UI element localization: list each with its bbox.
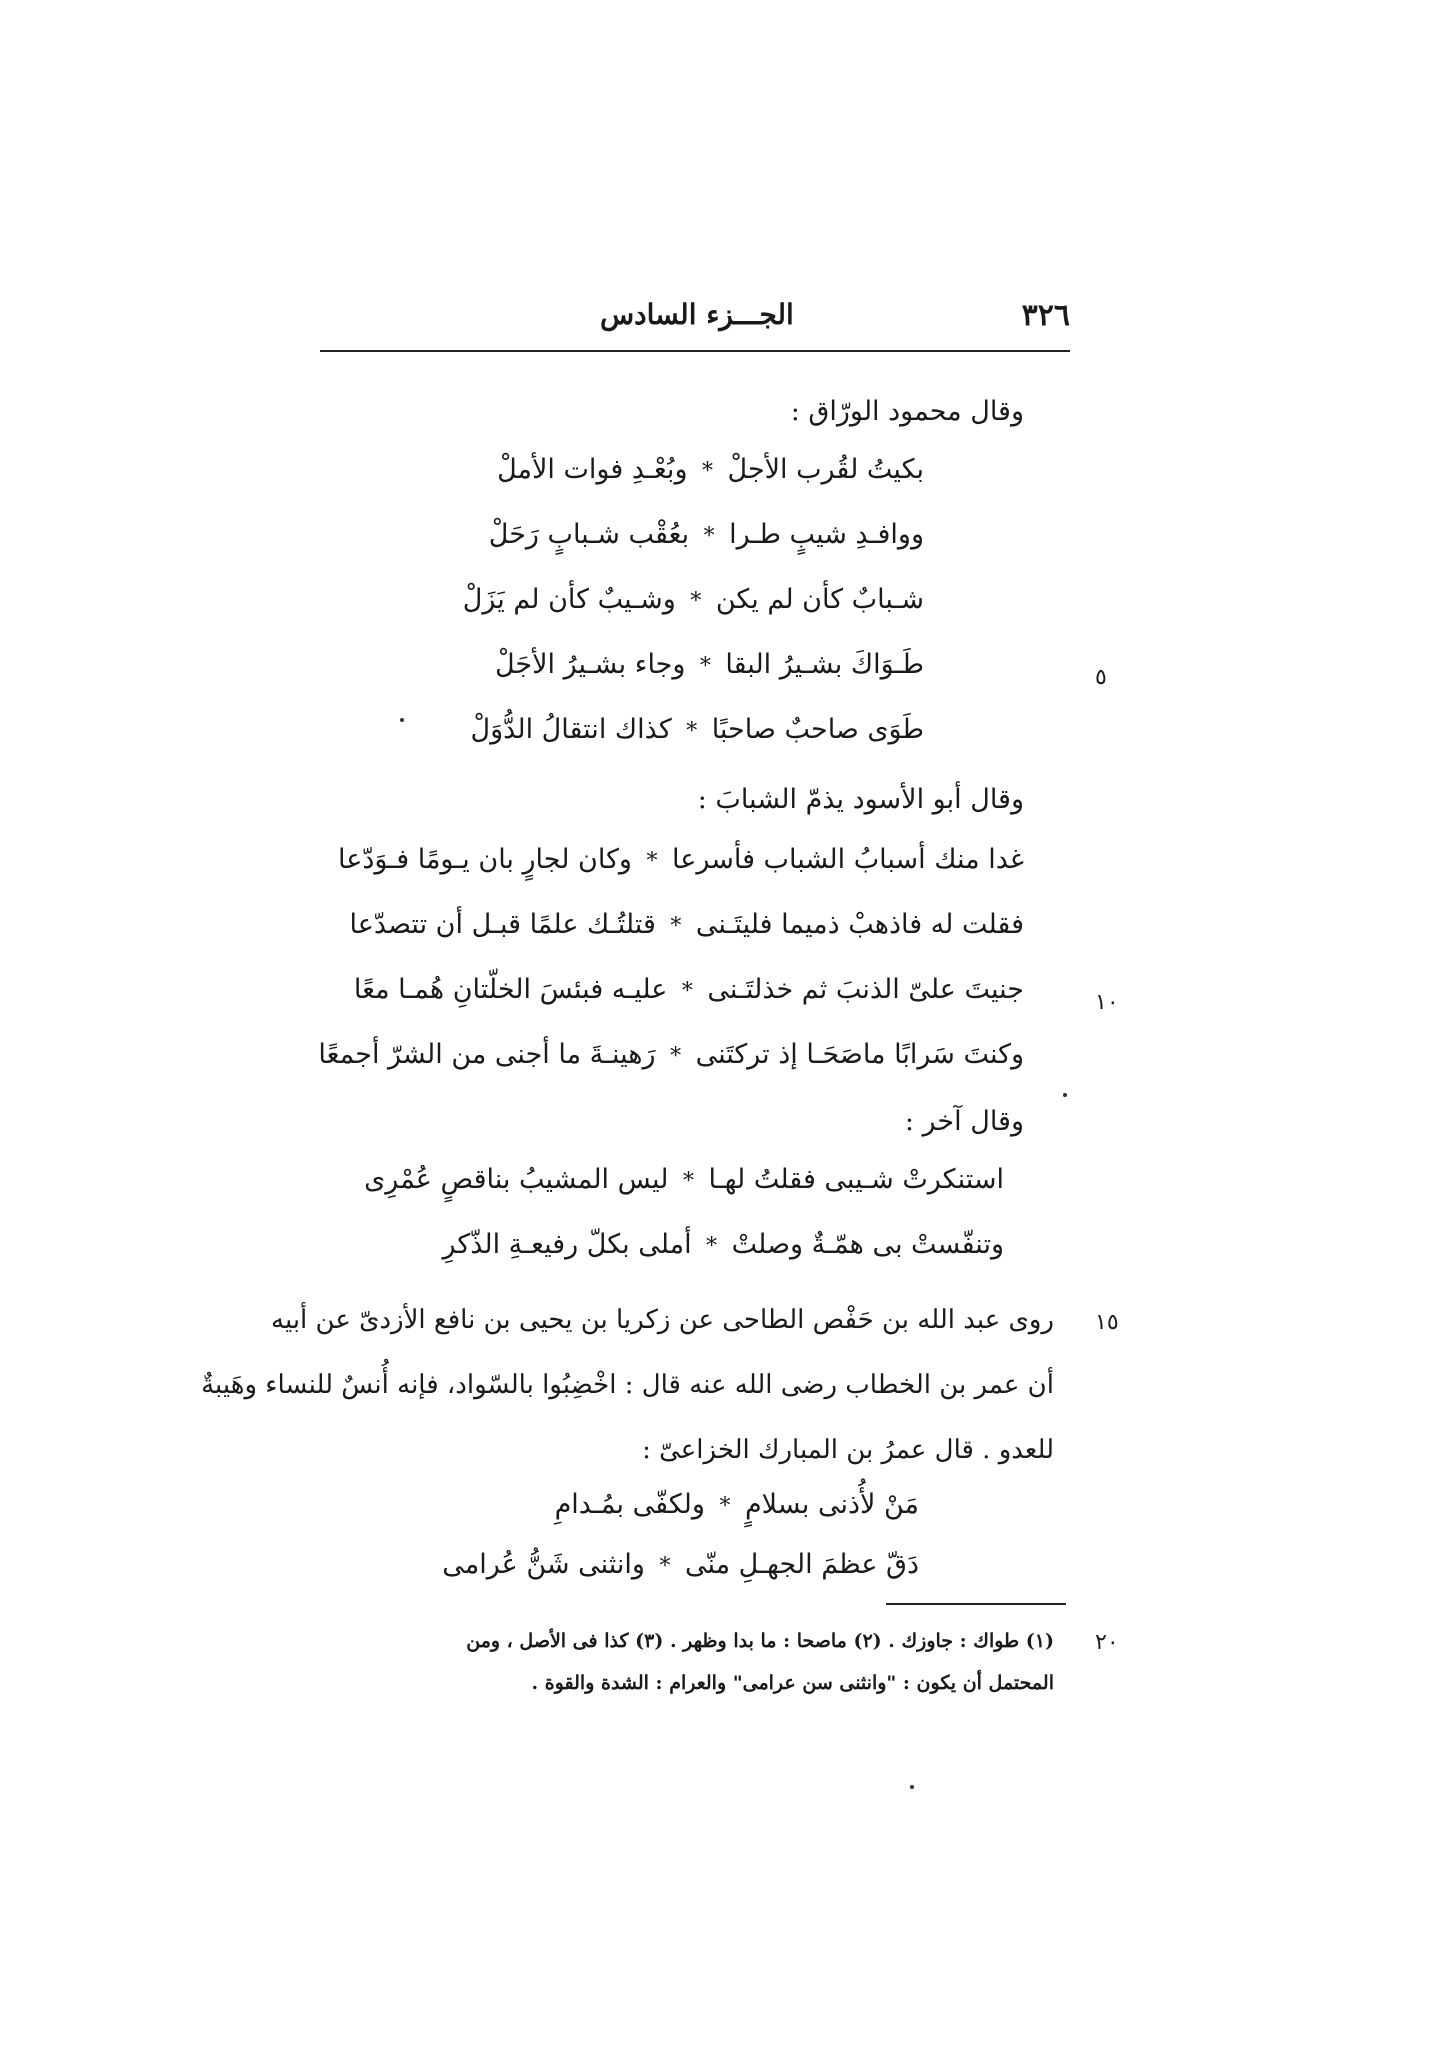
print-speck (400, 718, 404, 722)
hemistich: وانثنى شَنُّ عُرامى (442, 1549, 645, 1580)
hemistich: طَـوَاكَ بشـيرُ البقا (725, 649, 924, 680)
verse: استنكرتْ شـيبى فقلتُ لهـا*ليس المشيبُ بناقصٍ عُمْرِى (364, 1160, 1004, 1202)
hemistich: وشـيبٌ كأن لم يَزَلْ (462, 584, 676, 615)
hemistich: وكان لجارٍ بان يـومًا فـوَدّعا (338, 844, 632, 875)
page-number: ٣٢٦ (1021, 298, 1070, 333)
hemistich: وتنفّستْ بى همّـةٌ وصلتْ (731, 1229, 1004, 1260)
hemistich: وكنتَ سَرابًا ماصَحَـا إذ تركتَنى (695, 1039, 1024, 1070)
verse: طَوَى صاحبٌ صاحبًا*كذاك انتقالُ الدُّوَلْ (471, 710, 924, 752)
hemistich: ليس المشيبُ بناقصٍ عُمْرِى (364, 1164, 669, 1195)
hemistich: وجاء بشـيرُ الأجَلْ (494, 649, 686, 680)
section-intro: وقال آخر : (904, 1106, 1024, 1137)
hemistich: فقلت له فاذهبْ ذميما فليتَـنى (695, 909, 1024, 940)
margin-line-number: ١٠ (1095, 990, 1119, 1015)
verse: مَنْ لأُذنى بسلامٍ*ولكفّى بمُـدامِ (555, 1485, 919, 1527)
hemistich: دَقّ عظمَ الجهـلِ منّى (684, 1549, 919, 1580)
running-title: الجـــزء السادس (600, 298, 794, 331)
verse: شـبابٌ كأن لم يكن*وشـيبٌ كأن لم يَزَلْ (463, 580, 924, 622)
verse: وتنفّستْ بى همّـةٌ وصلتْ*أملى بكلّ رفيعـةِ الذّكرِ (442, 1225, 1004, 1267)
prose-line: روى عبد الله بن حَفْص الطاحى عن زكريا بن يحيى بن نافع الأزدىّ عن أبيه (271, 1305, 1054, 1335)
page-header (320, 298, 1070, 348)
verse: دَقّ عظمَ الجهـلِ منّى*وانثنى شَنُّ عُرامى (442, 1545, 919, 1587)
section-intro: وقال أبو الأسود يذمّ الشبابَ : (697, 784, 1024, 815)
hemistich: كذاك انتقالُ الدُّوَلْ (470, 714, 672, 745)
hemistich: رَهينـةَ ما أجنى من الشرّ أجمعًا (318, 1039, 656, 1070)
hemistich: مَنْ لأُذنى بسلامٍ (744, 1489, 919, 1520)
hemistich: ولكفّى بمُـدامِ (554, 1489, 705, 1520)
header-rule (320, 350, 1070, 352)
hemistich: شـبابٌ كأن لم يكن (715, 584, 924, 615)
hemistich: عليـه فبئسَ الخلّتانِ هُمـا معًا (353, 974, 668, 1005)
verse: غدا منك أسبابُ الشباب فأسرعا*وكان لجارٍ بان يـومًا فـوَدّعا (338, 840, 1024, 882)
margin-line-number: ٢٠ (1095, 1630, 1119, 1655)
print-speck (1063, 1093, 1067, 1097)
prose-line: للعدو . قال عمرُ بن المبارك الخزاعىّ : (642, 1435, 1054, 1465)
prose-line: أن عمر بن الخطاب رضى الله عنه قال : اخْضِبُوا بالسّواد، فإنه أُنسٌ للنساء وهَيبةٌ (201, 1370, 1054, 1400)
hemistich: بعُقْب شـبابٍ رَحَلْ (488, 519, 690, 550)
footnote-rule (886, 1603, 1066, 1605)
hemistich: أملى بكلّ رفيعـةِ الذّكرِ (442, 1229, 692, 1260)
hemistich: استنكرتْ شـيبى فقلتُ لهـا (708, 1164, 1004, 1195)
verse: جنيتَ علىّ الذنبَ ثم خذلتَـنى*عليـه فبئسَ الخلّتانِ هُمـا معًا (354, 970, 1024, 1012)
hemistich: جنيتَ علىّ الذنبَ ثم خذلتَـنى (707, 974, 1024, 1005)
section-intro: وقال محمود الورّاق : (790, 396, 1024, 427)
hemistich: قتلتُـك علمًا قبـل أن تتصدّعا (349, 909, 656, 940)
hemistich: بكيتُ لقُرب الأجلْ (727, 454, 924, 485)
hemistich: ووافـدِ شيبٍ طـرا (729, 519, 924, 550)
verse: بكيتُ لقُرب الأجلْ*وبُعْـدِ فوات الأملْ (497, 450, 924, 492)
verse: وكنتَ سَرابًا ماصَحَـا إذ تركتَنى*رَهينـةَ ما أجنى من الشرّ أجمعًا (318, 1035, 1024, 1077)
footnote: المحتمل أن يكون : "وانثنى سن عرامى" والعرام : الشدة والقوة . (531, 1672, 1054, 1694)
hemistich: وبُعْـدِ فوات الأملْ (497, 454, 688, 485)
verse: طَـوَاكَ بشـيرُ البقا*وجاء بشـيرُ الأجَلْ (495, 645, 924, 687)
margin-line-number: ١٥ (1095, 1310, 1119, 1335)
print-speck (910, 1785, 914, 1789)
hemistich: طَوَى صاحبٌ صاحبًا (711, 714, 924, 745)
hemistich: غدا منك أسبابُ الشباب فأسرعا (671, 844, 1024, 875)
margin-line-number: ٥ (1095, 665, 1107, 690)
footnote: (١) طواك : جاوزك . (٢) ماصحا : ما بدا وظهر . (٣) كذا فى الأصل ، ومن (466, 1630, 1054, 1652)
verse: ووافـدِ شيبٍ طـرا*بعُقْب شـبابٍ رَحَلْ (489, 515, 924, 557)
verse: فقلت له فاذهبْ ذميما فليتَـنى*قتلتُـك علمًا قبـل أن تتصدّعا (350, 905, 1025, 947)
